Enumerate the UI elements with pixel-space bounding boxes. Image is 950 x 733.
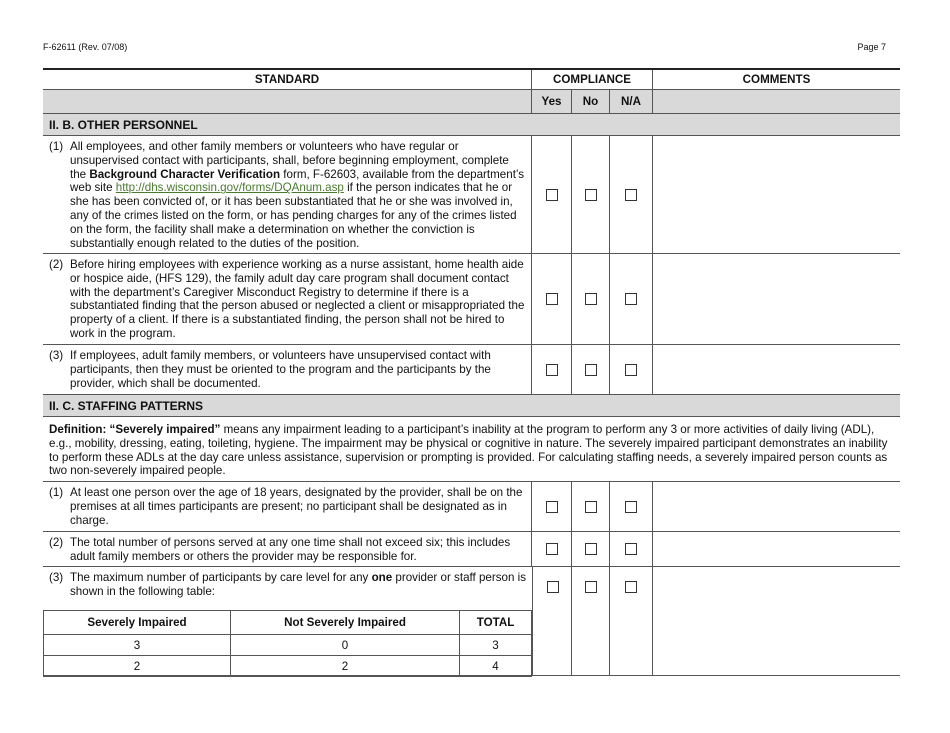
- standard-row: [43, 345, 900, 395]
- na-checkbox[interactable]: [625, 501, 637, 513]
- standard-row: [43, 532, 900, 567]
- no-checkbox[interactable]: [585, 189, 597, 201]
- item-number: (2): [49, 258, 64, 271]
- na-checkbox[interactable]: [625, 364, 637, 376]
- yes-checkbox[interactable]: [546, 501, 558, 513]
- table-cell: 3: [460, 635, 532, 656]
- comments-field[interactable]: [653, 482, 900, 531]
- standard-text: (3) The maximum number of participants by care level for any one provider or staff person is shown in the following table:: [49, 571, 527, 598]
- table-cell: 0: [230, 635, 459, 656]
- definition-block: [43, 417, 900, 482]
- table-cell: 4: [460, 656, 532, 677]
- item-number: (3): [49, 571, 64, 584]
- standard-row: [43, 482, 900, 532]
- standard-text: (2) Before hiring employees with experience working as a nurse assistant, home health aide or hospice aide, (HFS 129), the family adult day care program shall document contact with the department’s Caregiver Misconduct Registry to determine if there is a substantiated finding that the person abused or neglected a client or misappropriated the property of a client. If there is a substantiated finding, the person shall not be hired to work in the program.: [49, 258, 525, 340]
- table-cell: 2: [230, 656, 459, 677]
- standard-text: (3) If employees, adult family members, or volunteers have unsupervised contact with participants, then they must be oriented to the program and the participants by the provider, which shall be documented.: [49, 349, 491, 390]
- yes-header: Yes: [532, 90, 572, 113]
- yes-checkbox[interactable]: [546, 364, 558, 376]
- page-number: Page 7: [857, 42, 886, 52]
- na-checkbox[interactable]: [625, 581, 637, 593]
- na-header: N/A: [610, 90, 653, 113]
- item-number: (2): [49, 536, 64, 549]
- comments-header: COMMENTS: [742, 73, 811, 86]
- yes-checkbox[interactable]: [546, 543, 558, 555]
- comments-field[interactable]: [653, 345, 900, 394]
- compliance-form: [43, 68, 900, 676]
- form-id: F-62611 (Rev. 07/08): [43, 42, 128, 52]
- standard-header: STANDARD: [43, 70, 532, 89]
- na-checkbox[interactable]: [625, 543, 637, 555]
- form-name: Background Character Verification: [89, 167, 281, 181]
- yes-checkbox[interactable]: [546, 293, 558, 305]
- yes-checkbox[interactable]: [546, 189, 558, 201]
- no-checkbox[interactable]: [585, 293, 597, 305]
- item-number: (3): [49, 349, 64, 362]
- na-checkbox[interactable]: [625, 189, 637, 201]
- comments-field[interactable]: [653, 532, 900, 566]
- comments-field[interactable]: [653, 567, 900, 675]
- definition-label: Definition: “Severely impaired”: [49, 423, 221, 436]
- subheader-row: [43, 90, 900, 114]
- table-cell: 2: [44, 656, 231, 677]
- standard-text: (1) All employees, and other family members or volunteers who have regular or unsupervised contact with participants, shall, before beginning employment, complete the Background Character Verification form, F-62603, available from the department’s web site http://dhs.wisconsin.gov/forms/DQAnum.asp if the person indicates that he or she has been convicted of, or it has been substantiated that he or she was involved in, any of the crimes listed on the form, or has pending charges for any of the crimes listed on the form, the facility shall make a determination on whether the conviction is substantially enough related to the duties of the position.: [49, 140, 525, 250]
- no-checkbox[interactable]: [585, 364, 597, 376]
- no-checkbox[interactable]: [585, 543, 597, 555]
- staffing-table: [43, 610, 532, 677]
- column-header-row: [43, 68, 900, 90]
- table-cell: 3: [44, 635, 231, 656]
- comments-field[interactable]: [653, 136, 900, 253]
- table-row: [44, 656, 532, 677]
- item-number: (1): [49, 140, 64, 153]
- section-title-other-personnel: II. B. OTHER PERSONNEL: [43, 114, 900, 136]
- table-row: [44, 635, 532, 656]
- yes-checkbox[interactable]: [547, 581, 559, 593]
- no-header: No: [572, 90, 610, 113]
- table-header: Severely Impaired: [44, 611, 231, 635]
- standard-row: [43, 567, 900, 676]
- forms-link[interactable]: http://dhs.wisconsin.gov/forms/DQAnum.asp: [115, 181, 344, 195]
- na-checkbox[interactable]: [625, 293, 637, 305]
- table-header: Not Severely Impaired: [230, 611, 459, 635]
- standard-row: [43, 254, 900, 345]
- no-checkbox[interactable]: [585, 501, 597, 513]
- definition-text: means any impairment leading to a participant’s inability at the program to perform any 3 or more activities of daily living (ADL), e.g., mobility, dressing, eating, toileting, hygiene. The impairment may be physical or cognitive in nature. The severely impaired participant demonstrates an inability to perform these ADLs at the day care unless assistance, supervision or prompting is provided. For calculating staffing needs, a severely impaired person counts as two non-severely impaired people.: [49, 423, 888, 478]
- compliance-header: COMPLIANCE: [532, 70, 653, 89]
- section-title-staffing-patterns: II. C. STAFFING PATTERNS: [43, 395, 900, 417]
- standard-row: [43, 136, 900, 254]
- table-header-row: [44, 611, 532, 635]
- standard-text: (1) At least one person over the age of 18 years, designated by the provider, shall be on the premises at all times participants are present; no participant shall be designated as in charge.: [49, 486, 523, 527]
- standard-text: (2) The total number of persons served at any one time shall not exceed six; this includes adult family members or others the provider may be responsible for.: [49, 536, 511, 563]
- comments-field[interactable]: [653, 254, 900, 344]
- item-number: (1): [49, 486, 64, 499]
- table-header: TOTAL: [460, 611, 532, 635]
- no-checkbox[interactable]: [585, 581, 597, 593]
